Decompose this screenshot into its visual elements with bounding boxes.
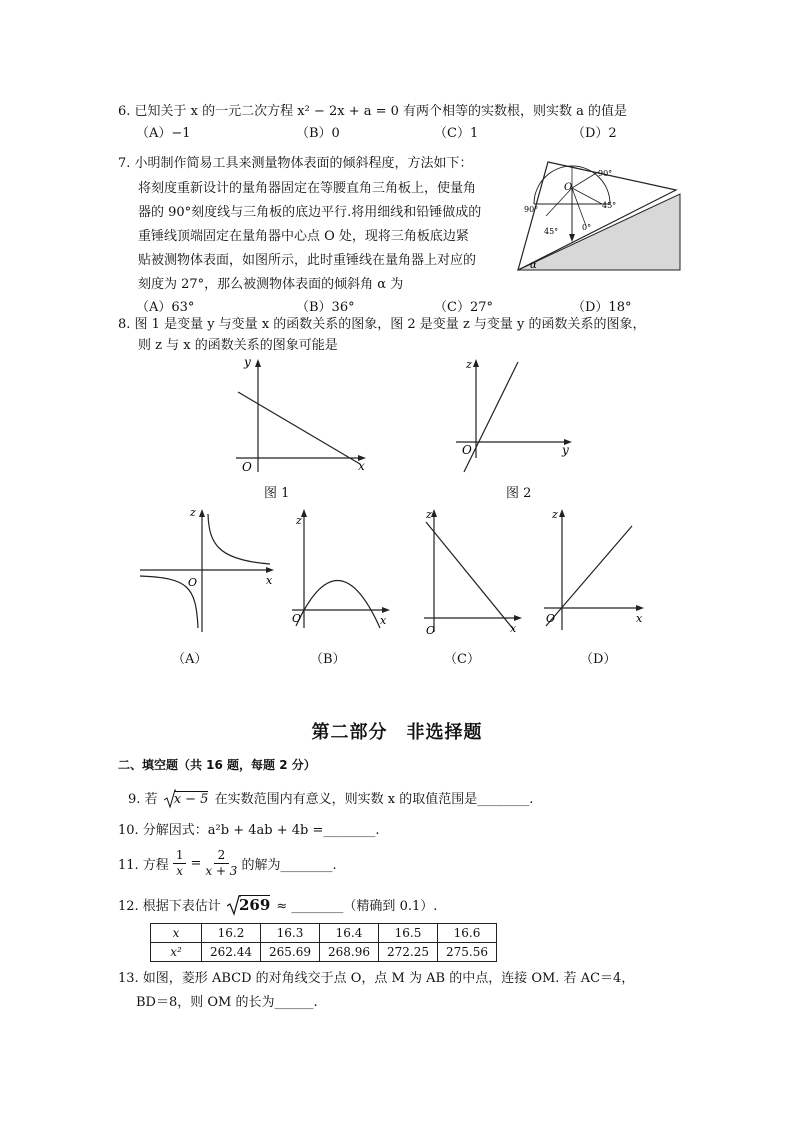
q7-line-2: 将刻度重新设计的量角器固定在等腰直角三角板上，使量角 [138,181,477,196]
q12-table [150,923,497,962]
table-cell: 16.4 [320,924,379,943]
equals-sign: = [190,855,202,871]
z-label: z [190,506,196,519]
q7-line-4: 重锤线顶端固定在量角器中心点 O 处，现将三角板底边紧 [138,229,469,244]
z-label: z [466,358,472,371]
q9 [128,790,533,810]
q8-choice-d-graph [540,504,650,634]
graph-line [426,522,514,630]
q8-choice-b-graph [288,504,396,634]
graph-line [546,526,632,626]
q9-pre: 9. 若 [128,792,158,807]
table-cell: 16.3 [261,924,320,943]
q7-option-c: （C）27° [434,300,493,315]
q9-post: 在实数范围内有意义，则实数 x 的取值范围是________. [214,792,534,807]
q7-option-d: （D）18° [572,300,632,315]
q11-fraction-2 [205,848,237,879]
denominator-1: x [176,863,184,878]
z-label: z [426,508,432,521]
q12-pre: 12. 根据下表估计 [118,899,221,914]
label-45-left: 45° [544,227,559,236]
origin-label: O [188,576,198,589]
q12-radicand: 269 [238,896,271,914]
q6-option-b: （B）0 [296,126,340,141]
label-45-right: 45° [602,201,617,210]
parabola [296,580,380,628]
origin-label: O [242,460,252,474]
table-cell: 262.44 [202,943,261,962]
q9-radical [164,790,209,810]
q13-line-1: 13. 如图，菱形 ABCD 的对角线交于点 O，点 M 为 AB 的中点，连接 OM. 若 AC＝4， [118,971,635,986]
numerator-1: 1 [173,848,187,864]
section-heading: 二、填空题（共 16 题，每题 2 分） [118,758,316,772]
table-cell: 272.25 [379,943,438,962]
table-cell: 16.5 [379,924,438,943]
label-0: 0° [582,223,592,232]
origin-label: O [426,624,436,636]
label-90-top: 90° [598,169,613,178]
table-cell: 265.69 [261,943,320,962]
q7-protractor-figure [516,156,684,276]
q8-line-1: 8. 图 1 是变量 y 与变量 x 的函数关系的图象，图 2 是变量 z 与变量 y 的函数关系的图象， [118,317,646,332]
q6-option-d: （D）2 [572,126,617,141]
q11-post: 的解为________. [241,857,337,873]
table-cell: x [151,924,202,943]
table-cell: 16.6 [438,924,497,943]
q11 [118,846,337,880]
q10: 10. 分解因式：a²b + 4ab + 4b =________. [118,823,380,838]
q6-option-a: （A）−1 [136,126,191,141]
q8-choice-a-graph [138,504,280,634]
q8-figure-1 [232,354,372,476]
q8-choice-c-graph [420,504,528,636]
q8-line-2: 则 z 与 x 的函数关系的图象可能是 [138,338,338,353]
q7-line-3: 器的 90°刻度线与三角板的底边平行.将用细线和铅锤做成的 [138,205,482,220]
q6-stem: 6. 已知关于 x 的一元二次方程 x² − 2x + a = 0 有两个相等的实数根，则实数 a 的值是 [118,104,628,119]
point-o-label: O [564,182,573,193]
label-90-left: 90° [524,205,539,214]
q6-option-c: （C）1 [434,126,479,141]
fig2-caption: 图 2 [506,486,532,501]
graph-line [464,362,518,472]
table-row [151,943,497,962]
y-label: y [244,355,251,369]
q7-line-6: 刻度为 27°，那么被测物体表面的倾斜角 α 为 [138,277,404,292]
choice-b-caption: （B） [310,652,346,667]
q7-option-b: （B）36° [296,300,355,315]
y-axis-label: y [562,443,569,457]
table-cell: 16.2 [202,924,261,943]
x-label: x [266,574,273,587]
table-cell: 268.96 [320,943,379,962]
x-label: x [358,459,365,473]
table-row [151,924,497,943]
choice-a-caption: （A） [172,652,208,667]
alpha-label: α [530,260,537,271]
q12-radical [227,894,270,916]
q13-line-2: BD＝8，则 OM 的长为______. [136,995,318,1010]
graph-line [238,392,360,464]
fig1-caption: 图 1 [264,486,290,501]
table-cell: x² [151,943,202,962]
choice-c-caption: （C） [444,652,480,667]
x-label: x [380,614,387,627]
q12-post: ≈ ________（精确到 0.1）. [276,899,438,914]
q11-pre: 11. 方程 [118,857,169,873]
q7-option-a: （A）63° [136,300,195,315]
q9-radicand: x − 5 [173,792,209,807]
choice-d-caption: （D） [580,652,617,667]
table-cell: 275.56 [438,943,497,962]
origin-label: O [292,612,302,625]
z-label: z [552,508,558,521]
q7-line-1: 7. 小明制作简易工具来测量物体表面的倾斜程度，方法如下： [118,156,473,171]
part-two-title: 第二部分 非选择题 [311,722,483,743]
hyperbola-branch-1 [208,514,270,564]
q12 [118,894,437,918]
origin-label: O [546,612,556,625]
q8-figure-2 [452,354,580,476]
q11-fraction-1 [173,848,187,879]
denominator-2: x + 3 [205,863,238,878]
x-label: x [510,622,517,635]
z-label: z [296,514,302,527]
numerator-2: 2 [214,848,230,864]
q7-line-5: 贴被测物体表面，如图所示，此时重锤线在量角器上对应的 [138,253,477,268]
origin-label: O [462,443,472,457]
x-label: x [636,612,643,625]
